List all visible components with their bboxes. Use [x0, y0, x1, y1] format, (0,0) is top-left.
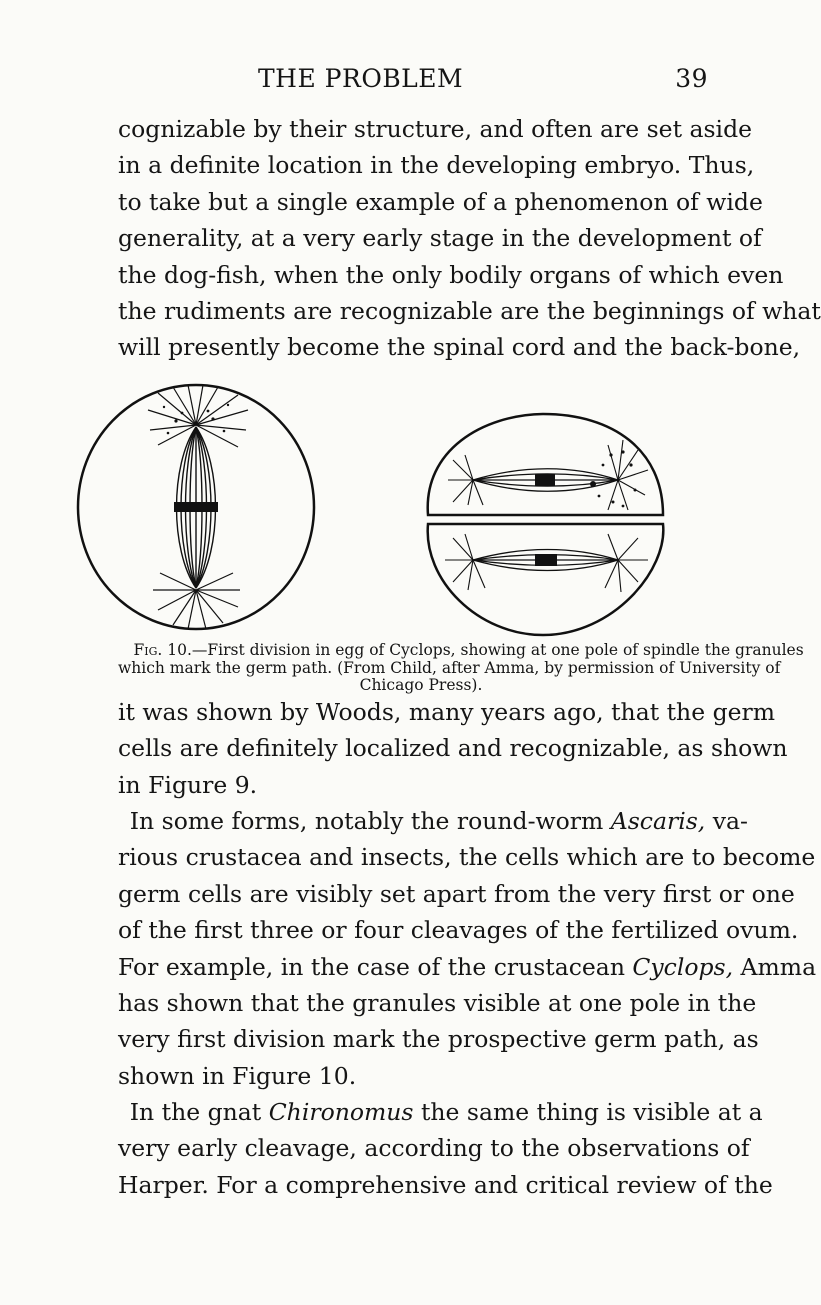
text-line: cognizable by their structure, and often are set aside: [118, 115, 753, 143]
text-line: Harper. For a comprehensive and critical review of the: [118, 1170, 773, 1199]
species-name: Ascaris,: [610, 807, 706, 835]
text-line: will presently become the spinal cord and the back-bone,: [118, 333, 801, 362]
caption-line: Chicago Press).: [359, 676, 483, 694]
page-title: THE PROBLEM: [258, 64, 464, 93]
text-line: has shown that the granules visible at one pole in the: [118, 989, 757, 1018]
text-line: in Figure 9.: [118, 770, 258, 799]
text-line: very early cleavage, according to the observations of: [118, 1134, 750, 1163]
right-egg-drawing: [428, 414, 664, 635]
left-egg-drawing: [78, 385, 314, 629]
text-line: cells are definitely localized and recognizable, as shown: [118, 734, 788, 763]
text-line: shown in Figure 10.: [118, 1061, 357, 1090]
paragraph-1: [118, 111, 821, 366]
text-line: the dog-fish, when the only bodily organs of which even: [118, 260, 784, 289]
species-name: Chironomus: [268, 1098, 414, 1126]
running-header: [118, 60, 708, 100]
paragraph-3: [118, 803, 817, 1094]
text-line: very first division mark the prospective germ path, as: [118, 1025, 759, 1054]
text-line: For example, in the case of the crustacean Cyclops, Amma: [118, 952, 817, 981]
text-line: in a definite location in the developing embryo. Thus,: [118, 151, 755, 180]
text-line: to take but a single example of a phenomenon of wide: [118, 187, 763, 216]
figure-10-illustration: [78, 385, 688, 640]
page-number: 39: [675, 64, 708, 93]
text-line: germ cells are visibly set apart from the very first or one: [118, 879, 795, 908]
figure-caption: [118, 641, 804, 695]
text-line: of the first three or four cleavages of the fertilized ovum.: [118, 916, 799, 945]
species-name: Cyclops,: [632, 952, 734, 981]
caption-line: Fig. 10.—First division in egg of Cyclops, showing at one pole of spindle the granules: [133, 641, 804, 659]
paragraph-4: [118, 1094, 773, 1203]
text-line: the rudiments are recognizable are the beginnings of what: [118, 297, 821, 326]
text-line: In some forms, notably the round-worm Ascaris, va-: [129, 807, 748, 835]
text-line: rious crustacea and insects, the cells which are to become: [118, 843, 816, 872]
text-line: In the gnat Chironomus the same thing is visible at a: [129, 1098, 763, 1126]
text-line: it was shown by Woods, many years ago, that the germ: [118, 698, 776, 726]
paragraph-2: [118, 694, 788, 803]
caption-line: which mark the germ path. (From Child, after Amma, by permission of University of: [118, 658, 781, 677]
text-line: generality, at a very early stage in the development of: [118, 224, 762, 253]
figure-label: Fig. 10.: [133, 641, 192, 659]
